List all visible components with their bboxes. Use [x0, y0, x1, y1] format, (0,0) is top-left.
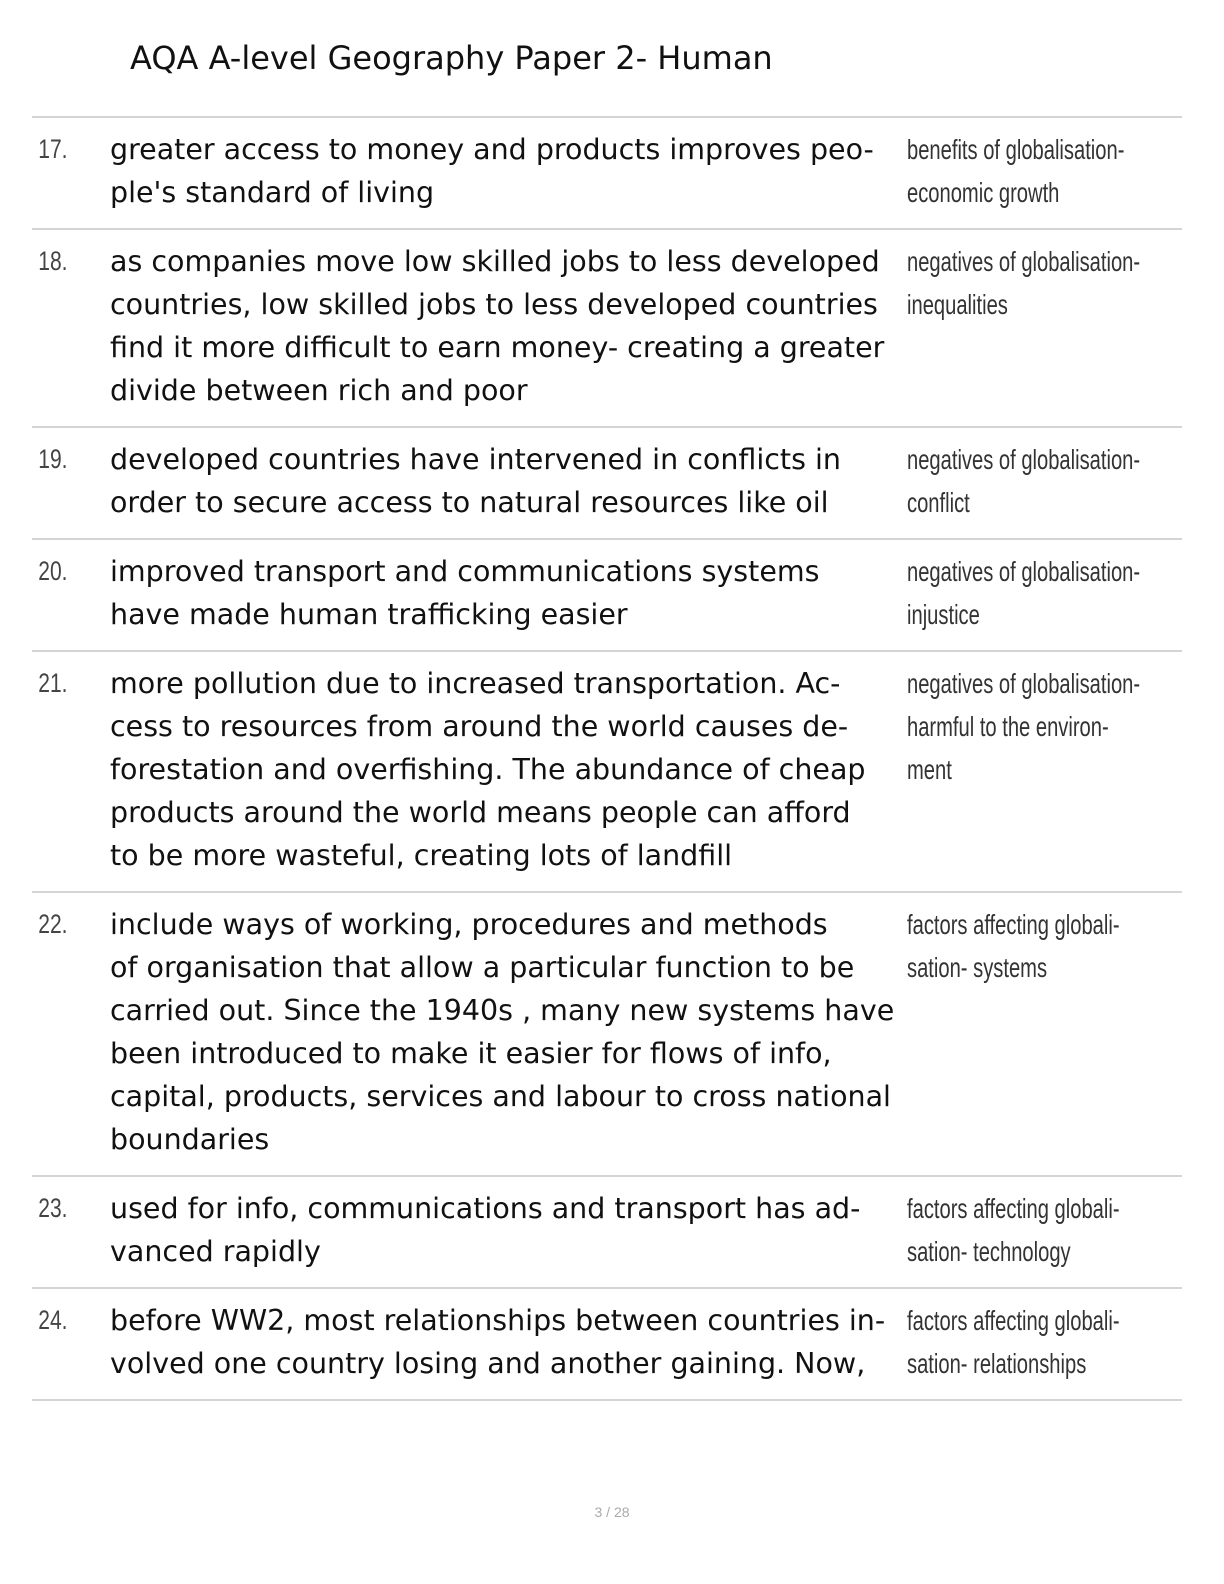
card-definition — [907, 1299, 1202, 1385]
term-line: as companies move low skilled jobs to less developed — [110, 245, 880, 278]
definition-line: sation- systems — [907, 952, 1048, 983]
card-number: 23. — [38, 1193, 68, 1223]
card-definition — [907, 438, 1224, 524]
definition-line: negatives of globalisation- — [907, 246, 1141, 277]
term-line: divide between rich and poor — [110, 374, 528, 407]
card-number: 24. — [38, 1305, 68, 1335]
flashcard-row — [32, 428, 1182, 540]
card-term — [110, 438, 907, 524]
term-line: developed countries have intervened in conflicts in — [110, 443, 841, 476]
definition-line: economic growth — [907, 177, 1060, 208]
definition-line: factors affecting globali- — [907, 909, 1120, 940]
term-line: boundaries — [110, 1123, 270, 1156]
term-line: greater access to money and products improves peo- — [110, 133, 874, 166]
definition-line: ment — [907, 754, 952, 785]
term-line: countries, low skilled jobs to less developed countries — [110, 288, 878, 321]
term-line: volved one country losing and another gaining. Now, — [110, 1347, 866, 1380]
card-term — [110, 1187, 907, 1273]
term-line: vanced rapidly — [110, 1235, 321, 1268]
definition-line: harmful to the environ- — [907, 711, 1109, 742]
flashcard-row — [32, 893, 1182, 1177]
card-number: 20. — [38, 556, 68, 586]
flashcard-row — [32, 1289, 1182, 1401]
term-line: before WW2, most relationships between countries in- — [110, 1304, 886, 1337]
card-number: 21. — [38, 668, 68, 698]
card-number: 18. — [38, 246, 68, 276]
card-term — [110, 903, 907, 1161]
flashcard-row — [32, 540, 1182, 652]
definition-line: negatives of globalisation- — [907, 444, 1141, 475]
definition-line: injustice — [907, 599, 980, 630]
term-line: cess to resources from around the world causes de- — [110, 710, 849, 743]
card-number: 17. — [38, 134, 68, 164]
card-definition — [907, 1187, 1202, 1273]
definition-line: factors affecting globali- — [907, 1305, 1120, 1336]
term-line: capital, products, services and labour to cross national — [110, 1080, 891, 1113]
card-definition — [907, 240, 1224, 326]
card-term — [110, 662, 907, 877]
card-term — [110, 128, 907, 214]
card-definition — [907, 903, 1202, 989]
term-line: ple's standard of living — [110, 176, 435, 209]
flashcard-row — [32, 118, 1182, 230]
term-line: improved transport and communications systems — [110, 555, 820, 588]
term-line: used for info, communications and transport has ad- — [110, 1192, 861, 1225]
card-term — [110, 240, 907, 412]
term-line: to be more wasteful, creating lots of landfill — [110, 839, 733, 872]
card-definition — [907, 550, 1224, 636]
card-number: 22. — [38, 909, 68, 939]
term-line: carried out. Since the 1940s , many new systems have — [110, 994, 895, 1027]
term-line: more pollution due to increased transportation. Ac- — [110, 667, 841, 700]
definition-line: inequalities — [907, 289, 1008, 320]
term-line: include ways of working, procedures and methods — [110, 908, 828, 941]
card-number: 19. — [38, 444, 68, 474]
definition-line: conflict — [907, 487, 970, 518]
term-line: order to secure access to natural resources like oil — [110, 486, 829, 519]
definition-line: factors affecting globali- — [907, 1193, 1120, 1224]
term-line: of organisation that allow a particular function to be — [110, 951, 855, 984]
definition-line: sation- relationships — [907, 1348, 1087, 1379]
document-title: AQA A-level Geography Paper 2- Human — [130, 39, 773, 77]
flashcard-row — [32, 1177, 1182, 1289]
term-line: been introduced to make it easier for flows of info, — [110, 1037, 832, 1070]
card-definition — [907, 128, 1209, 214]
card-definition — [907, 662, 1224, 791]
card-term — [110, 550, 907, 636]
term-line: products around the world means people can afford — [110, 796, 851, 829]
definition-line: negatives of globalisation- — [907, 668, 1141, 699]
flashcard-row — [32, 652, 1182, 893]
card-term — [110, 1299, 907, 1385]
definition-line: negatives of globalisation- — [907, 556, 1141, 587]
term-line: find it more difficult to earn money- creating a greater — [110, 331, 885, 364]
term-line: forestation and overfishing. The abundance of cheap — [110, 753, 866, 786]
term-line: have made human trafficking easier — [110, 598, 628, 631]
definition-line: benefits of globalisation- — [907, 134, 1125, 165]
flashcard-list — [32, 116, 1182, 1401]
flashcard-row — [32, 230, 1182, 428]
page-number: 3 / 28 — [594, 1504, 630, 1520]
definition-line: sation- technology — [907, 1236, 1071, 1267]
